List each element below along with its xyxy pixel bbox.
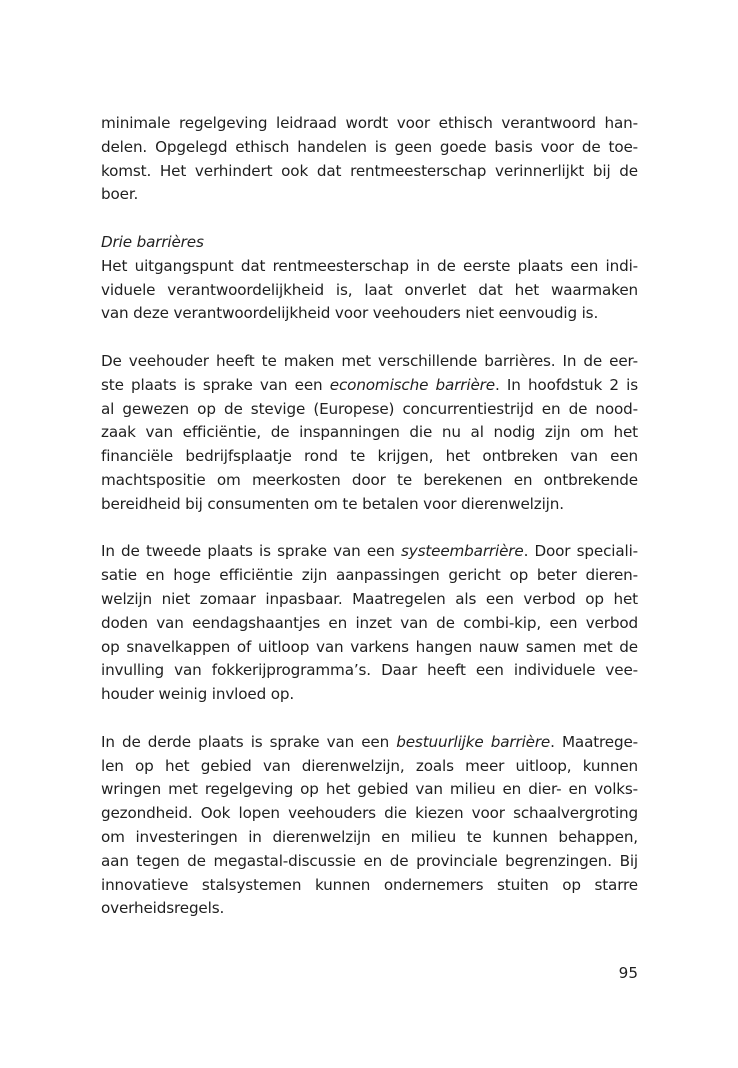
text-segment: machtspositie om meerkosten door te berekenen en ontbrekende	[101, 470, 638, 489]
paragraph	[101, 350, 638, 517]
text-line	[101, 588, 638, 612]
text-line	[101, 850, 638, 874]
text-segment: aan tegen de megastal-discussie en de provinciale begrenzingen. Bij	[101, 851, 638, 870]
text-segment: viduele verantwoordelijkheid is, laat onverlet dat het waarmaken	[101, 280, 638, 299]
emphasized-term: economische barrière	[329, 375, 495, 394]
text-segment: van deze verantwoordelijkheid voor veehouders niet eenvoudig is.	[101, 304, 599, 323]
text-segment: innovatieve stalsystemen kunnen ondernemers stuiten op starre	[101, 875, 638, 894]
text-segment: Het uitgangspunt dat rentmeesterschap in de eerste plaats een indi-	[101, 256, 638, 275]
text-line	[101, 302, 638, 326]
paragraph-gap	[101, 517, 638, 541]
text-segment: komst. Het verhindert ook dat rentmeesterschap verinnerlijkt bij de	[101, 161, 638, 180]
text-line	[101, 897, 638, 921]
text-line	[101, 802, 638, 826]
text-segment: delen. Opgelegd ethisch handelen is geen goede basis voor de toe-	[101, 137, 638, 156]
emphasized-term: systeembarrière	[400, 542, 524, 561]
text-segment: minimale regelgeving leidraad wordt voor ethisch verantwoord han-	[101, 114, 638, 132]
text-segment: . Door speciali-	[523, 542, 638, 561]
text-line	[101, 564, 638, 588]
text-segment: zaak van efficiëntie, de inspanningen die nu al nodig zijn om het	[101, 423, 638, 442]
text-segment: len op het gebied van dierenwelzijn, zoals meer uitloop, kunnen	[101, 756, 638, 775]
text-segment: financiële bedrijfsplaatje rond te krijgen, het ontbreken van een	[101, 447, 638, 466]
text-segment: welzijn niet zomaar inpasbaar. Maatregelen als een verbod op het	[101, 589, 638, 608]
text-line	[101, 421, 638, 445]
page-number: 95	[618, 964, 638, 982]
text-segment: wringen met regelgeving op het gebied van milieu en dier- en volks-	[101, 780, 638, 799]
text-segment: In de tweede plaats is sprake van een	[101, 542, 401, 561]
text-segment: houder weinig invloed op.	[101, 685, 295, 704]
text-segment: om investeringen in dierenwelzijn en milieu te kunnen behappen,	[101, 827, 638, 846]
text-segment: satie en hoge efficiëntie zijn aanpassingen gericht op beter dieren-	[101, 566, 638, 585]
text-segment: . Maatrege-	[550, 732, 639, 751]
emphasized-term: bestuurlijke barrière	[396, 732, 551, 751]
text-line	[101, 540, 638, 564]
text-segment: doden van eendagshaantjes en inzet van de combi-kip, een verbod	[101, 613, 638, 632]
text-line	[101, 612, 638, 636]
text-line	[101, 778, 638, 802]
text-line	[101, 493, 638, 517]
paragraph	[101, 540, 638, 707]
text-segment: . In hoofdstuk 2 is	[494, 375, 638, 394]
body-text	[101, 112, 638, 921]
text-line	[101, 374, 638, 398]
paragraph	[101, 231, 638, 326]
text-line	[101, 183, 638, 207]
text-line	[101, 160, 638, 184]
text-line	[101, 683, 638, 707]
text-line	[101, 279, 638, 303]
paragraph-gap	[101, 326, 638, 350]
text-line	[101, 755, 638, 779]
text-line	[101, 136, 638, 160]
paragraph	[101, 112, 638, 207]
text-line	[101, 112, 638, 136]
paragraph	[101, 731, 638, 921]
text-line	[101, 445, 638, 469]
text-segment: De veehouder heeft te maken met verschillende barrières. In de eer-	[101, 351, 638, 370]
text-segment: In de derde plaats is sprake van een	[101, 732, 397, 751]
text-line	[101, 636, 638, 660]
text-segment: boer.	[101, 185, 139, 204]
paragraph-gap	[101, 207, 638, 231]
text-segment: al gewezen op de stevige (Europese) concurrentiestrijd en de nood-	[101, 399, 638, 418]
text-line	[101, 255, 638, 279]
text-line	[101, 874, 638, 898]
text-segment: overheidsregels.	[101, 899, 225, 918]
text-line	[101, 350, 638, 374]
text-segment: ste plaats is sprake van een	[101, 375, 330, 394]
text-segment: bereidheid bij consumenten om te betalen voor dierenwelzijn.	[101, 494, 564, 513]
text-line	[101, 659, 638, 683]
text-line	[101, 398, 638, 422]
text-segment: invulling van fokkerijprogramma’s. Daar heeft een individuele vee-	[101, 661, 638, 680]
text-line	[101, 731, 638, 755]
text-line	[101, 469, 638, 493]
text-line	[101, 826, 638, 850]
paragraph-gap	[101, 707, 638, 731]
text-segment: gezondheid. Ook lopen veehouders die kiezen voor schaalvergroting	[101, 804, 638, 823]
section-heading: Drie barrières	[101, 232, 204, 251]
text-segment: op snavelkappen of uitloop van varkens hangen nauw samen met de	[101, 637, 638, 656]
